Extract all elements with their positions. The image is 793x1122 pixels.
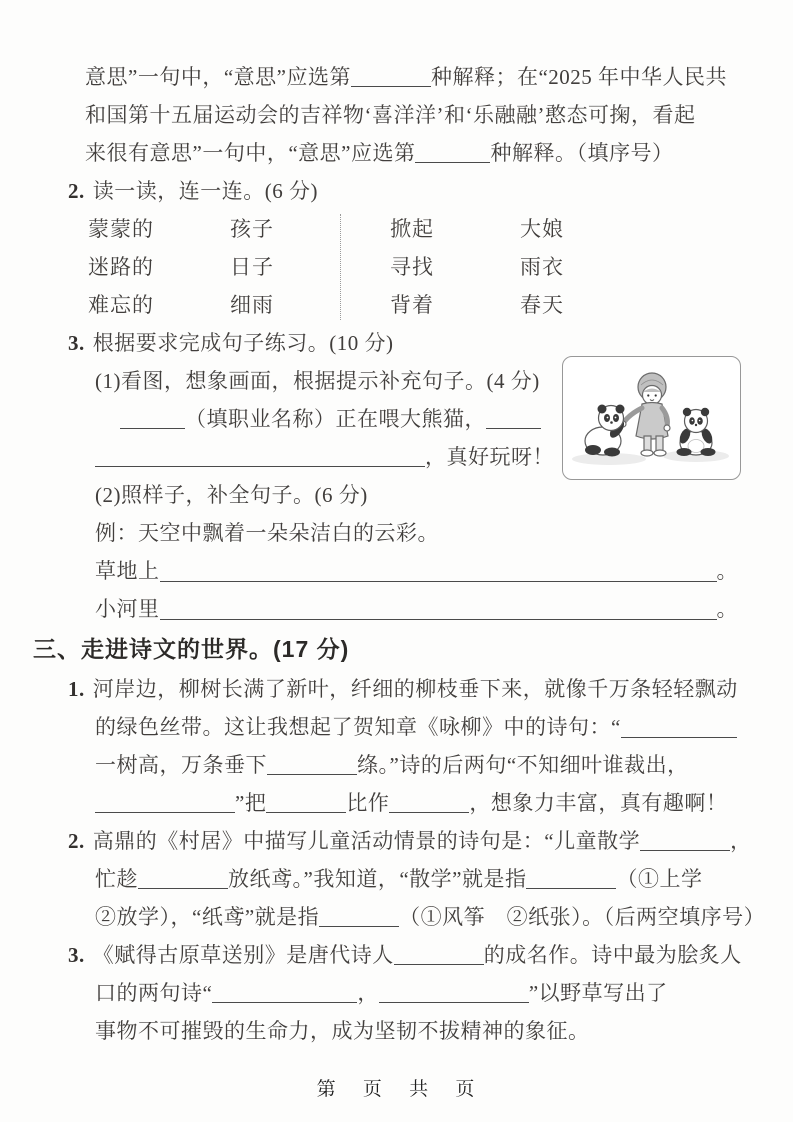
item1-text: 一树高，万条垂下 bbox=[95, 753, 267, 777]
item1-text: 比作 bbox=[346, 791, 390, 815]
fill-blank[interactable] bbox=[526, 871, 616, 889]
fill-blank[interactable] bbox=[212, 985, 357, 1003]
item3-text: 口的两句诗“ bbox=[95, 981, 213, 1005]
fill-blank[interactable] bbox=[621, 737, 737, 738]
sub1-text: ，真好玩呀！ bbox=[425, 445, 554, 469]
item1-text: ”把 bbox=[235, 791, 267, 815]
q1-text: 意思”一句中，“意思”应选第 bbox=[85, 65, 351, 89]
s3-item1-line4 bbox=[95, 784, 793, 822]
example-sentence: 例：天空中飘着一朵朵洁白的云彩。 bbox=[95, 521, 439, 545]
q1-text: 种解释；在“2025 年中华人民共 bbox=[430, 65, 728, 89]
match-word[interactable]: 迷路的 bbox=[88, 255, 154, 279]
item3-text: 事物不可摧毁的生命力，成为坚韧不拔精神的象征。 bbox=[95, 1019, 590, 1043]
fill-blank[interactable] bbox=[640, 833, 730, 851]
match-row bbox=[88, 286, 688, 324]
panda-right bbox=[676, 408, 715, 456]
q2-title-line bbox=[68, 172, 793, 210]
q3-sub2-example bbox=[95, 514, 793, 552]
sub1-title-text: (1)看图，想象画面，根据提示补充句子。(4 分) bbox=[95, 369, 540, 393]
match-word[interactable]: 蒙蒙的 bbox=[88, 217, 154, 241]
item2-text: （①上学 bbox=[616, 867, 703, 891]
sub2-text: 小河里 bbox=[95, 597, 160, 621]
q3-sub2-fill-line2 bbox=[95, 590, 738, 628]
page-footer: 第 页 共 页 bbox=[316, 1079, 477, 1100]
s3-item1-line3 bbox=[95, 746, 793, 784]
item1-text: 河岸边，柳树长满了新叶，纤细的柳枝垂下来，就像千万条轻轻飘动 bbox=[92, 677, 738, 701]
fill-blank[interactable] bbox=[319, 909, 399, 927]
s3-item2-line3 bbox=[95, 898, 793, 936]
item1-text: 的绿色丝带。这让我想起了贺知章《咏柳》中的诗句：“ bbox=[95, 715, 621, 739]
item2-text: （①风筝 ②纸张）。（后两空填序号） bbox=[399, 905, 766, 929]
q1-text: 来很有意思”一句中，“意思”应选第 bbox=[85, 141, 416, 165]
match-word[interactable]: 背着 bbox=[390, 293, 434, 317]
item3-text: 的成名作。诗中最为脍炙人 bbox=[483, 943, 742, 967]
item1-number: 1. bbox=[68, 677, 85, 701]
section-three-heading: 三、走进诗文的世界。(17 分) bbox=[33, 636, 350, 662]
fill-blank[interactable] bbox=[389, 795, 469, 813]
s3-item2-line1 bbox=[68, 822, 793, 860]
panda-keeper-figure bbox=[620, 373, 670, 456]
item3-text: 《赋得古原草送别》是唐代诗人 bbox=[92, 943, 394, 967]
item2-number: 2. bbox=[68, 829, 85, 853]
item1-text: 绦。”诗的后两句“不知细叶谁裁出， bbox=[357, 753, 689, 777]
match-word[interactable]: 难忘的 bbox=[88, 293, 154, 317]
match-word[interactable]: 春天 bbox=[520, 293, 564, 317]
match-word[interactable]: 孩子 bbox=[230, 217, 274, 241]
panda-illustration-svg bbox=[567, 361, 737, 475]
s3-item3-line3 bbox=[95, 1012, 793, 1050]
sub2-title-text: (2)照样子，补全句子。(6 分) bbox=[95, 483, 368, 507]
item2-text: ②放学），“纸鸢”就是指 bbox=[95, 905, 320, 929]
sub1-text: （填职业名称）正在喂大熊猫， bbox=[185, 407, 486, 431]
match-word[interactable]: 掀起 bbox=[390, 217, 434, 241]
q2-title: 读一读，连一连。(6 分) bbox=[92, 179, 318, 203]
panda-left bbox=[585, 405, 627, 457]
fill-blank[interactable] bbox=[138, 871, 228, 889]
q1-continuation-line1 bbox=[85, 58, 793, 96]
matching-exercise bbox=[88, 210, 688, 324]
item2-text: ， bbox=[730, 829, 752, 853]
fill-blank[interactable] bbox=[267, 757, 357, 775]
q1-continuation-line2 bbox=[85, 96, 793, 134]
match-word[interactable]: 大娘 bbox=[520, 217, 564, 241]
fill-blank[interactable] bbox=[160, 619, 717, 620]
item3-number: 3. bbox=[68, 943, 85, 967]
fill-blank[interactable] bbox=[160, 581, 717, 582]
match-word[interactable]: 日子 bbox=[230, 255, 274, 279]
fill-blank[interactable] bbox=[95, 449, 425, 467]
match-word[interactable]: 雨衣 bbox=[520, 255, 564, 279]
fill-blank[interactable] bbox=[351, 69, 431, 87]
item3-text: ， bbox=[357, 981, 379, 1005]
fill-blank[interactable] bbox=[95, 795, 235, 813]
s3-item2-line2 bbox=[95, 860, 793, 898]
item1-text: ，想象力丰富，真有趣啊！ bbox=[469, 791, 728, 815]
fill-blank[interactable] bbox=[486, 411, 541, 429]
q1-text: 种解释。（填序号） bbox=[490, 141, 674, 165]
q1-text: 和国第十五届运动会的吉祥物‘喜洋洋’和‘乐融融’憨态可掬，看起 bbox=[85, 103, 696, 127]
item2-text: 放纸鸢。”我知道，“散学”就是指 bbox=[228, 867, 527, 891]
q1-continuation-line3 bbox=[85, 134, 793, 172]
fill-blank[interactable] bbox=[120, 411, 185, 429]
s3-item3-line1 bbox=[68, 936, 793, 974]
q3-sub2-title bbox=[95, 476, 793, 514]
s3-item1-line2 bbox=[95, 708, 737, 746]
s3-item3-line2 bbox=[95, 974, 793, 1012]
fill-blank[interactable] bbox=[379, 985, 529, 1003]
item2-text: 高鼎的《村居》中描写儿童活动情景的诗句是：“儿童散学 bbox=[92, 829, 641, 853]
fill-blank[interactable] bbox=[415, 145, 490, 163]
fill-blank[interactable] bbox=[266, 795, 346, 813]
q3-sub2-fill-line1 bbox=[95, 552, 738, 590]
item2-text: 忙趁 bbox=[95, 867, 138, 891]
match-row bbox=[88, 210, 688, 248]
q2-number: 2. bbox=[68, 179, 85, 203]
panda-feeding-illustration bbox=[562, 356, 741, 480]
match-row bbox=[88, 248, 688, 286]
dotted-divider bbox=[340, 214, 341, 320]
s3-item1-line1 bbox=[68, 670, 793, 708]
q3-title: 根据要求完成句子练习。(10 分) bbox=[92, 331, 394, 355]
fill-blank[interactable] bbox=[394, 947, 484, 965]
match-word[interactable]: 寻找 bbox=[390, 255, 434, 279]
sub2-text: 草地上 bbox=[95, 559, 160, 583]
q3-number: 3. bbox=[68, 331, 85, 355]
period-mark: 。 bbox=[716, 597, 738, 621]
item3-text: ”以野草写出了 bbox=[528, 981, 668, 1005]
match-word[interactable]: 细雨 bbox=[230, 293, 274, 317]
period-mark: 。 bbox=[716, 559, 738, 583]
